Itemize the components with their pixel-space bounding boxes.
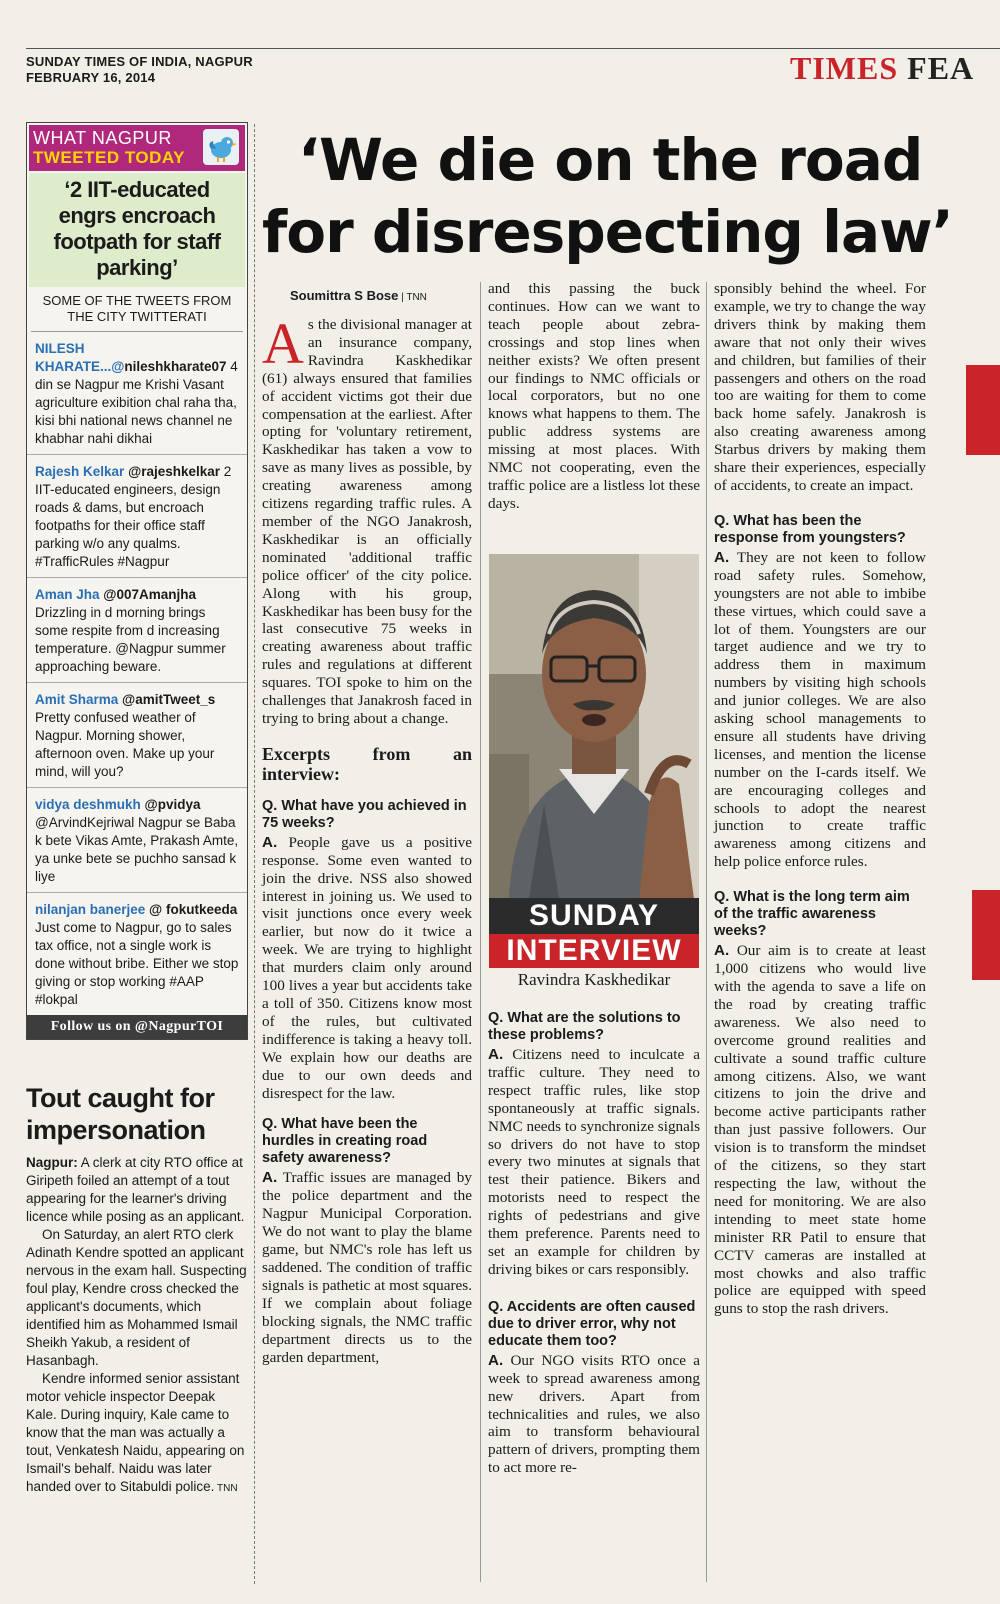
- answer-label: A.: [714, 942, 730, 960]
- edition-date: FEBRUARY 16, 2014: [26, 70, 156, 85]
- article-column-1: [262, 311, 473, 1366]
- tweet-author-handle[interactable]: @rajeshkelkar: [124, 464, 221, 479]
- article-headline: [262, 124, 982, 268]
- top-rule: [26, 48, 1000, 49]
- tweet-author-name[interactable]: Rajesh Kelkar: [35, 464, 125, 479]
- tout-p3-text: Kendre informed senior assistant motor vehicle inspector Deepak Kale. During inquiry, Kale came to know that the man was actually a tout, Venkatesh Naidu, appearing on Ismail's behalf. Naidu was later handed over to Sitabuldi police.: [26, 1371, 245, 1494]
- tweet-text: 2 IIT-educated engineers, design roads & dams, but encroach footpaths for their office staff parking w/o any qualms. #TrafficRules #Nagpur: [35, 464, 232, 569]
- tweet-text: Pretty confused weather of Nagpur. Morning shower, afternoon oven. Make up your mind, will you?: [35, 710, 215, 779]
- masthead-edition: [26, 54, 253, 86]
- tout-p1-text: A clerk at city RTO office at Giripeth foiled an attempt of a tout appearing for the learner's driving licence while posing as an applicant.: [26, 1155, 245, 1224]
- article-column-2-lower: [488, 1010, 700, 1477]
- column-rule-2: [706, 282, 707, 1582]
- answer-1: [262, 834, 472, 1103]
- tweet-author-name[interactable]: vidya deshmukh: [35, 797, 141, 812]
- question-5: Q. What has been the response from youngsters?: [714, 512, 906, 546]
- question-2: Q. What have been the hurdles in creating road safety awareness?: [262, 1116, 428, 1167]
- tout-paragraph-3: [26, 1370, 248, 1498]
- byline: [290, 288, 427, 303]
- tweet-text: Drizzling in d morning brings some respite from d increasing temperature. @Nagpur summer approaching beware.: [35, 605, 226, 674]
- interviewee-photo: [489, 554, 699, 899]
- tout-paragraph-2: On Saturday, an alert RTO clerk Adinath Kendre spotted an applicant nervous in the exam hall. Suspecting foul play, Kendre cross checked the applicant's documents, which identified him as Mohammed Ismail Sheikh Yakub, a resident of Hasanbagh.: [26, 1227, 247, 1368]
- tout-dateline: Nagpur:: [26, 1155, 78, 1170]
- column-separator: [254, 124, 255, 1584]
- tweet-subhead: SOME OF THE TWEETS FROM THE CITY TWITTERATI: [31, 287, 243, 332]
- headline-line2: for disrespecting law’: [262, 198, 953, 266]
- answer-6-text: Our aim is to create at least 1,000 citizens who would live with the agenda to save a life on the road by creating traffic awareness. We also need to overcome ground realities and cultivate a sound traffic culture among citizens. Also, we want citizens to join the drive and become active participants rather than just passive followers. Our vision is to transform the mindset of the citizens, so they start respecting the law, without the need for monitoring. We are also intending to meet state home minister RR Patil to ensure that CCTV cameras are installed at most chowks and also traffic police are equipped with speed guns to stop the rash drivers.: [714, 942, 927, 1318]
- answer-label: A.: [714, 548, 730, 566]
- tweet-author-name[interactable]: nilanjan banerjee: [35, 902, 146, 917]
- answer-2-continued: and this passing the buck continues. How can we want to teach people about zebra-crossings and stop lines when neither exists? We often present our findings to NMC officials or local corporators, but no one knows what happens to them. The public address systems are missing at most places. With NMC not cooperating, even the traffic police are a listless lot these days.: [488, 280, 700, 512]
- answer-5-text: They are not keen to follow road safety rules. Somehow, youngsters are not able to imbibe these virtues, which could save a lot of them. Youngsters are our target audience and we try to address them in maximum numbers by visiting high schools and junior colleges. We are also asking school managements to ensure all students have driving licenses, and mention the license number on the I-cards itself. We are encouraging colleges and schools to adopt the nearest junction to create traffic awareness among citizens and help police enforce rules.: [714, 548, 926, 871]
- tweet-item: [27, 893, 247, 1015]
- section-label-black: FEA: [907, 50, 975, 86]
- tout-headline: Tout caught for impersonation: [26, 1083, 215, 1145]
- question-1: Q. What have you achieved in 75 weeks?: [262, 797, 467, 831]
- tweet-text: @ArvindKejriwal Nagpur se Baba k bete Vikas Amte, Prakash Amte, ya unke bete se puchho sansad k liye: [35, 815, 239, 884]
- tweet-author-name[interactable]: Aman Jha: [35, 587, 100, 602]
- answer-1-text: People gave us a positive response. Some even wanted to join the drive. NSS also showed interest in joining us. We used to visit junctions once every week earlier, but now do it twice a week. We are trying to highlight that murders claim only around 100 lives a year but accidents take a toll of 350. Citizens know most of the rules, but cultivated indifference is taking a heavy toll. We explain how our deaths are due to our own deeds and disrespect for the law.: [262, 833, 473, 1102]
- answer-3-text: Citizens need to inculcate a traffic culture. They need to respect traffic rules, like stop spontaneously at traffic signals. NMC needs to synchronize signals so drivers do not have to stop every two minutes at signals that test their patience. Bikers and motorists need to respect the rights of pedestrians and give them preference. Parents need to set an example for children by driving bikes or cars responsibly.: [488, 1046, 700, 1278]
- byline-author: Soumittra S Bose: [290, 288, 399, 303]
- answer-label: A.: [262, 833, 278, 851]
- answer-5: [714, 549, 926, 871]
- answer-6: [714, 942, 926, 1318]
- tweet-author-handle[interactable]: @007Amanjha: [99, 587, 196, 602]
- byline-agency: | TNN: [398, 292, 427, 303]
- tweet-list: [27, 332, 247, 1015]
- answer-4-text: Our NGO visits RTO once a week to spread awareness among new drivers. Apart from technicalities and rules, we also aim to transform behavioural pattern of drivers, prompting them to act more re-: [488, 1351, 701, 1477]
- tweet-item: [27, 332, 247, 455]
- tweet-item: [27, 683, 247, 788]
- edition-name: SUNDAY TIMES OF INDIA, NAGPUR: [26, 54, 253, 69]
- banner-line2: TWEETED TODAY: [33, 148, 185, 167]
- feature-label-interview: INTERVIEW: [489, 934, 699, 968]
- tweet-item: [27, 788, 247, 893]
- photo-caption: Ravindra Kaskhedikar: [517, 970, 671, 989]
- adjacent-page-red-block: [966, 365, 1000, 455]
- answer-2: [262, 1169, 472, 1366]
- tweet-item: [27, 578, 247, 683]
- tweet-headline: ‘2 IIT-educated engrs encroach footpath for staff parking’: [29, 173, 245, 287]
- intro-text: s the divisional manager at an insurance company, Ravindra Kaskhedikar (61) always ensured that families of accident victims got their due compensation at the earliest. After opting for 'voluntary retirement, Kaskhedikar has taken a vow to save as many lives as possible, by creating awareness among citizens regarding traffic rules. A member of the NGO Janakrosh, Kaskhedikar is an officially nominated 'additional traffic police officer' of the city police. Along with his group, Kaskhedikar has been busy for the last consecutive 75 weeks in creating awareness about traffic rules and regulations at different squares. TOI spoke to him on the challenges that Janakrosh faced in trying to bring about a change.: [262, 316, 472, 727]
- adjacent-page-red-block-2: [972, 890, 1000, 980]
- intro-paragraph: [262, 311, 472, 728]
- answer-3: [488, 1046, 700, 1279]
- question-4: Q. Accidents are often caused due to driver error, why not educate them too?: [488, 1298, 696, 1349]
- question-3: Q. What are the solutions to these problems?: [488, 1010, 681, 1043]
- tweet-author-handle[interactable]: nileshkharate07: [124, 359, 227, 374]
- answer-label: A.: [488, 1046, 504, 1063]
- tweets-box: [26, 122, 248, 1040]
- drop-cap: A: [262, 311, 304, 376]
- excerpts-heading: Excerpts from an interview:: [262, 743, 472, 784]
- tweet-text: 4 din se Nagpur me Krishi Vasant agriculture exibition chal raha tha, kisi bhi national news channel ne khabhar nahi dikhai: [35, 359, 238, 446]
- tout-story: [26, 1082, 248, 1498]
- tweet-author-name[interactable]: Amit Sharma: [35, 692, 119, 707]
- column-rule-1: [480, 282, 481, 1582]
- answer-label: A.: [488, 1351, 504, 1369]
- tweet-author-handle[interactable]: @amitTweet_s: [118, 692, 216, 707]
- what-nagpur-tweeted-banner: [29, 125, 245, 171]
- article-column-2: [488, 280, 700, 513]
- banner-line1: WHAT NAGPUR: [33, 128, 172, 148]
- follow-us-bar: Follow us on @NagpurTOI: [27, 1015, 247, 1039]
- answer-4: [488, 1352, 700, 1477]
- headline-line1: ‘We die on the road: [298, 126, 923, 194]
- tweet-item: [27, 455, 247, 578]
- tweet-author-handle[interactable]: @pvidya: [140, 797, 201, 812]
- answer-4-continued: sponsibly behind the wheel. For example, we try to change the way drivers think by making them aware that not only their wives and children, but families of their passengers and others on the road too are waiting for them to come back home safely. Janakrosh is also creating awareness among Starbus drivers by making them share their experiences, especially of accidents, to create an impact.: [714, 280, 926, 494]
- article-column-3: [714, 280, 926, 1318]
- feature-label-sunday: SUNDAY: [489, 898, 699, 934]
- tweets-sidebar: [26, 122, 248, 1040]
- tweet-author-name[interactable]: NILESH KHARATE...@: [35, 341, 125, 374]
- answer-2-text: Traffic issues are managed by the police department and the Nagpur Municipal Corporation. We do not want to play the blame game, but NMC's role has left us saddened. The condition of traffic signals is pathetic at most squares. If we complain about foliage blocking signals, the NMC traffic department directs us to the garden department,: [262, 1169, 472, 1366]
- section-label-red: TIMES: [790, 50, 899, 86]
- twitter-bird-icon: [203, 129, 239, 165]
- tout-paragraph-1: [26, 1154, 248, 1226]
- tweet-author-handle[interactable]: @ fokutkeeda: [145, 902, 238, 917]
- tweet-text: Just come to Nagpur, go to sales tax office, not a single work is done without bribe. Either we stop giving or stop working #AAP #lokpal: [35, 920, 239, 1007]
- answer-label: A.: [262, 1169, 278, 1187]
- section-label: [790, 50, 974, 87]
- tout-agency-tag: TNN: [214, 1483, 238, 1494]
- question-6: Q. What is the long term aim of the traffic awareness weeks?: [714, 889, 910, 940]
